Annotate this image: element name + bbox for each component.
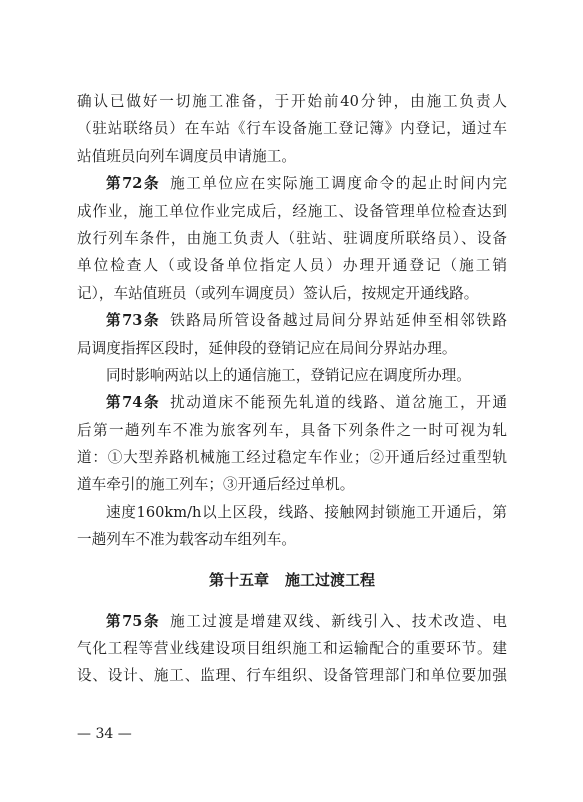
article-number: 第75条: [106, 612, 161, 630]
chapter-number: 第十五章: [208, 570, 269, 589]
article-number: 第72条: [106, 175, 161, 193]
text-line: 速度160km/h以上区段，线路、接触网封锁施工开通后，第: [106, 503, 507, 521]
text-line: 确认已做好一切施工准备，于开始前40分钟，由施工负责人: [77, 93, 507, 110]
page-body: [77, 88, 507, 690]
article-73-first-line: [77, 307, 507, 334]
article-number: 第73条: [106, 312, 161, 330]
text-line: （驻站联络员）在车站《行车设备施工登记簿》内登记，通过车: [77, 120, 507, 138]
text-line: 局调度指挥区段时，延伸段的登销记应在局间分界站办理。: [77, 339, 457, 357]
article-text: 施工单位应在实际施工调度命令的起止时间内完: [170, 175, 507, 193]
article-74-first-line: [77, 389, 507, 416]
text-line: 后第一趟列车不准为旅客列车，具备下列条件之一时可视为轧: [77, 421, 507, 439]
article-text: 施工过渡是增建双线、新线引入、技术改造、电: [170, 612, 507, 630]
text-line: 气化工程等营业线建设项目组织施工和运输配合的重要环节。建: [77, 640, 507, 658]
chapter-title: 施工过渡工程: [285, 570, 376, 589]
text-line: 放行列车条件，由施工负责人（驻站、驻调度所联络员）、设备: [77, 229, 507, 247]
text-line: 成作业，施工单位作业完成后，经施工、设备管理单位检查达到: [77, 202, 507, 220]
article-number: 第74条: [106, 394, 161, 412]
page-number: — 34 —: [77, 726, 132, 742]
text-line: 设、设计、施工、监理、行车组织、设备管理部门和单位要加强: [77, 667, 507, 685]
text-line: 站值班员向列车调度员申请施工。: [77, 147, 296, 165]
article-text: 扰动道床不能预先轧道的线路、道岔施工，开通: [170, 394, 507, 412]
article-72-first-line: [77, 170, 507, 197]
text-line: 一趟列车不准为载客动车组列车。: [77, 531, 296, 549]
text-line: 道车牵引的施工列车；③开通后经过单机。: [77, 476, 355, 494]
article-text: 铁路局所管设备越过局间分界站延伸至相邻铁路: [170, 312, 507, 330]
text-line: 记），车站值班员（或列车调度员）签认后，按规定开通线路。: [77, 284, 479, 302]
text-line: 同时影响两站以上的通信施工，登销记应在调度所办理。: [106, 366, 471, 384]
text-line: 道：①大型养路机械施工经过稳定车作业；②开通后经过重型轨: [77, 449, 507, 467]
chapter-heading: [77, 560, 507, 600]
article-75-first-line: [77, 608, 507, 635]
text-line: 单位检查人（或设备单位指定人员）办理开通登记（施工销: [77, 257, 507, 275]
